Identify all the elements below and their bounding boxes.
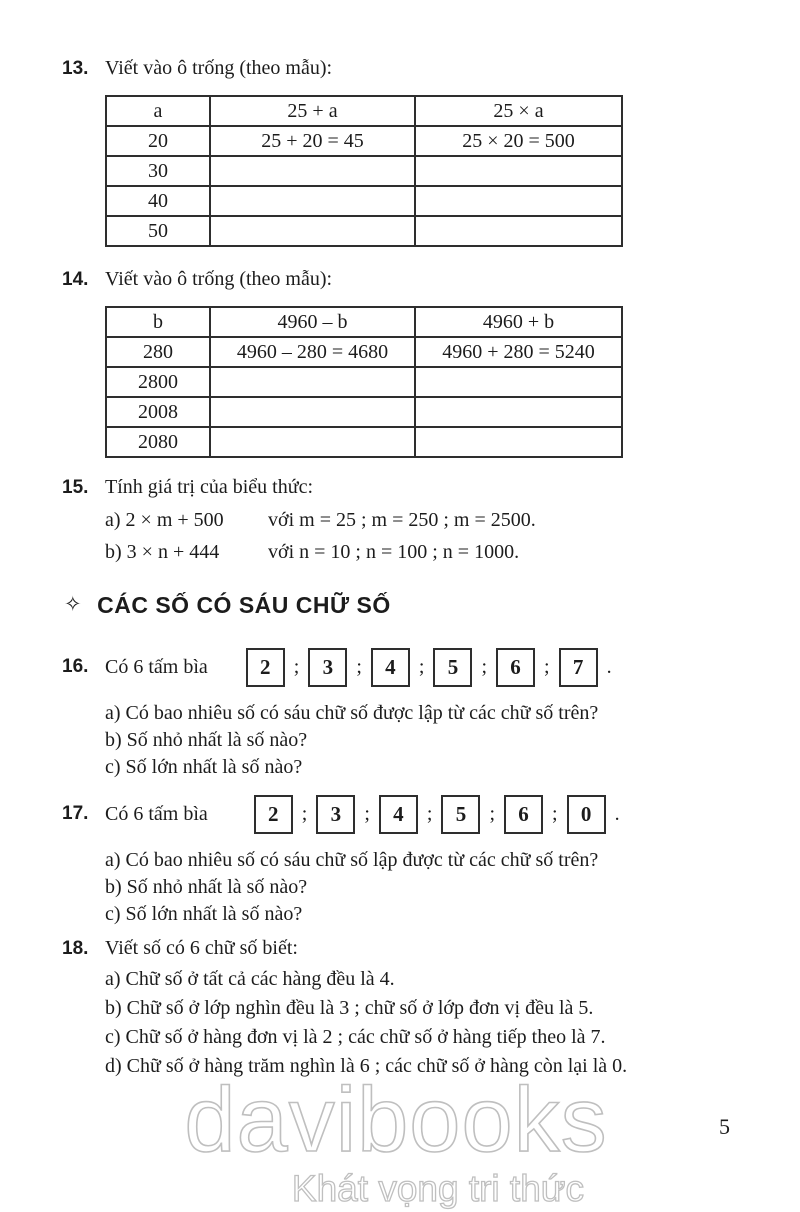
separator: ; [426,802,433,825]
table-cell [210,156,415,186]
table-cell: 50 [106,216,210,246]
table-cell: 2800 [106,367,210,397]
table-cell [210,367,415,397]
table-header-cell: 25 × a [415,96,622,126]
table-row [106,367,622,397]
problem-17-items [105,847,598,928]
problem-14-header [62,268,332,291]
digit-card: 6 [496,648,535,687]
sub-question: b) Số nhỏ nhất là số nào? [105,729,308,751]
watermark-brand: davibooks [184,1069,608,1171]
table-cell: 25 × 20 = 500 [415,126,622,156]
sub-question: c) Số lớn nhất là số nào? [105,903,303,925]
section-heading [64,592,391,619]
separator: ; [364,802,370,825]
digit-cards [246,648,621,687]
problem-13-header [62,57,332,80]
table-cell [210,186,415,216]
separator: ; [544,655,550,678]
separator: ; [356,655,362,678]
table-row [106,126,622,156]
table-header-cell: 4960 – b [210,307,415,337]
digit-card: 5 [441,795,480,834]
table-cell: 2008 [106,397,210,427]
problem-17-header [62,792,629,836]
problem-intro: Có 6 tấm bìa [105,655,208,678]
table-cell: 40 [106,186,210,216]
problem-15-item-b [105,541,519,564]
table-cell [415,186,622,216]
separator: ; [489,802,496,825]
problem-number: 17. [62,803,89,824]
separator: ; [552,802,558,825]
problem-title: Tính giá trị của biểu thức: [105,476,313,498]
table-row [106,96,622,126]
table-cell: 4960 – 280 = 4680 [210,337,415,367]
table-row [106,186,622,216]
digit-card: 5 [433,648,472,687]
problem-intro: Có 6 tấm bìa [105,802,208,825]
digit-cards [254,795,629,834]
table-cell [415,216,622,246]
expression: a) 2 × m + 500 [105,509,224,531]
table-14 [105,306,623,458]
sub-question: c) Số lớn nhất là số nào? [105,756,303,778]
table-cell [210,427,415,457]
page-number: 5 [719,1114,730,1139]
table-row [106,427,622,457]
sub-question: a) Có bao nhiêu số có sáu chữ số được lập từ các chữ số trên? [105,702,599,724]
condition: với n = 10 ; n = 100 ; n = 1000. [268,541,520,563]
table-cell [210,397,415,427]
table-cell: 280 [106,337,210,367]
watermark-slogan: Khát vọng tri thức [291,1168,585,1209]
table-cell [415,397,622,427]
digit-card: 0 [567,795,606,834]
section-title: CÁC SỐ CÓ SÁU CHỮ SỐ [97,592,391,618]
table-cell: 30 [106,156,210,186]
separator: ; [481,655,488,678]
problem-title: Viết số có 6 chữ số biết: [105,937,298,959]
problem-15-item-a [105,509,536,532]
digit-card: 4 [379,795,418,834]
sub-question: a) Chữ số ở tất cả các hàng đều là 4. [105,968,395,990]
table-cell: 25 + 20 = 45 [210,126,415,156]
separator: ; [418,655,425,678]
problem-number: 14. [62,269,89,290]
end-period: . [614,802,620,825]
problem-16-items [105,700,598,781]
sub-question: c) Chữ số ở hàng đơn vị là 2 ; các chữ số ở hàng tiếp theo là 7. [105,1026,606,1048]
separator: ; [293,655,300,678]
problem-18-items [105,965,627,1081]
table-header-cell: 4960 + b [415,307,622,337]
digit-card: 3 [308,648,347,687]
problem-title: Viết vào ô trống (theo mẫu): [105,268,333,290]
table-cell [415,156,622,186]
table-cell [415,367,622,397]
table-row [106,397,622,427]
table-row [106,337,622,367]
digit-card: 2 [246,648,285,687]
table-cell: 4960 + 280 = 5240 [415,337,622,367]
sub-question: b) Số nhỏ nhất là số nào? [105,876,308,898]
problem-title: Viết vào ô trống (theo mẫu): [105,57,333,79]
digit-card: 6 [504,795,543,834]
sub-question: b) Chữ số ở lớp nghìn đều là 3 ; chữ số ở lớp đơn vị đều là 5. [105,997,594,1019]
expression: b) 3 × n + 444 [105,541,220,563]
four-pointed-star-icon: ✧ [64,593,83,616]
table-13 [105,95,623,247]
table-cell [210,216,415,246]
end-period: . [606,655,612,678]
table-cell: 20 [106,126,210,156]
condition: với m = 25 ; m = 250 ; m = 2500. [268,509,536,531]
problem-18-header [62,937,298,960]
digit-card: 3 [316,795,355,834]
problem-number: 18. [62,938,89,959]
table-header-cell: b [106,307,210,337]
digit-card: 4 [371,648,410,687]
table-row [106,216,622,246]
table-row [106,307,622,337]
separator: ; [301,802,308,825]
table-row [106,156,622,186]
problem-number: 13. [62,58,89,79]
problem-16-header [62,645,621,689]
digit-card: 2 [254,795,293,834]
table-cell: 2080 [106,427,210,457]
table-cell [415,427,622,457]
table-header-cell: a [106,96,210,126]
digit-card: 7 [559,648,598,687]
table-header-cell: 25 + a [210,96,415,126]
problem-number: 15. [62,477,89,498]
sub-question: d) Chữ số ở hàng trăm nghìn là 6 ; các chữ số ở hàng còn lại là 0. [105,1055,628,1077]
sub-question: a) Có bao nhiêu số có sáu chữ số lập được từ các chữ số trên? [105,849,599,871]
problem-15-header [62,476,313,499]
problem-number: 16. [62,656,89,677]
